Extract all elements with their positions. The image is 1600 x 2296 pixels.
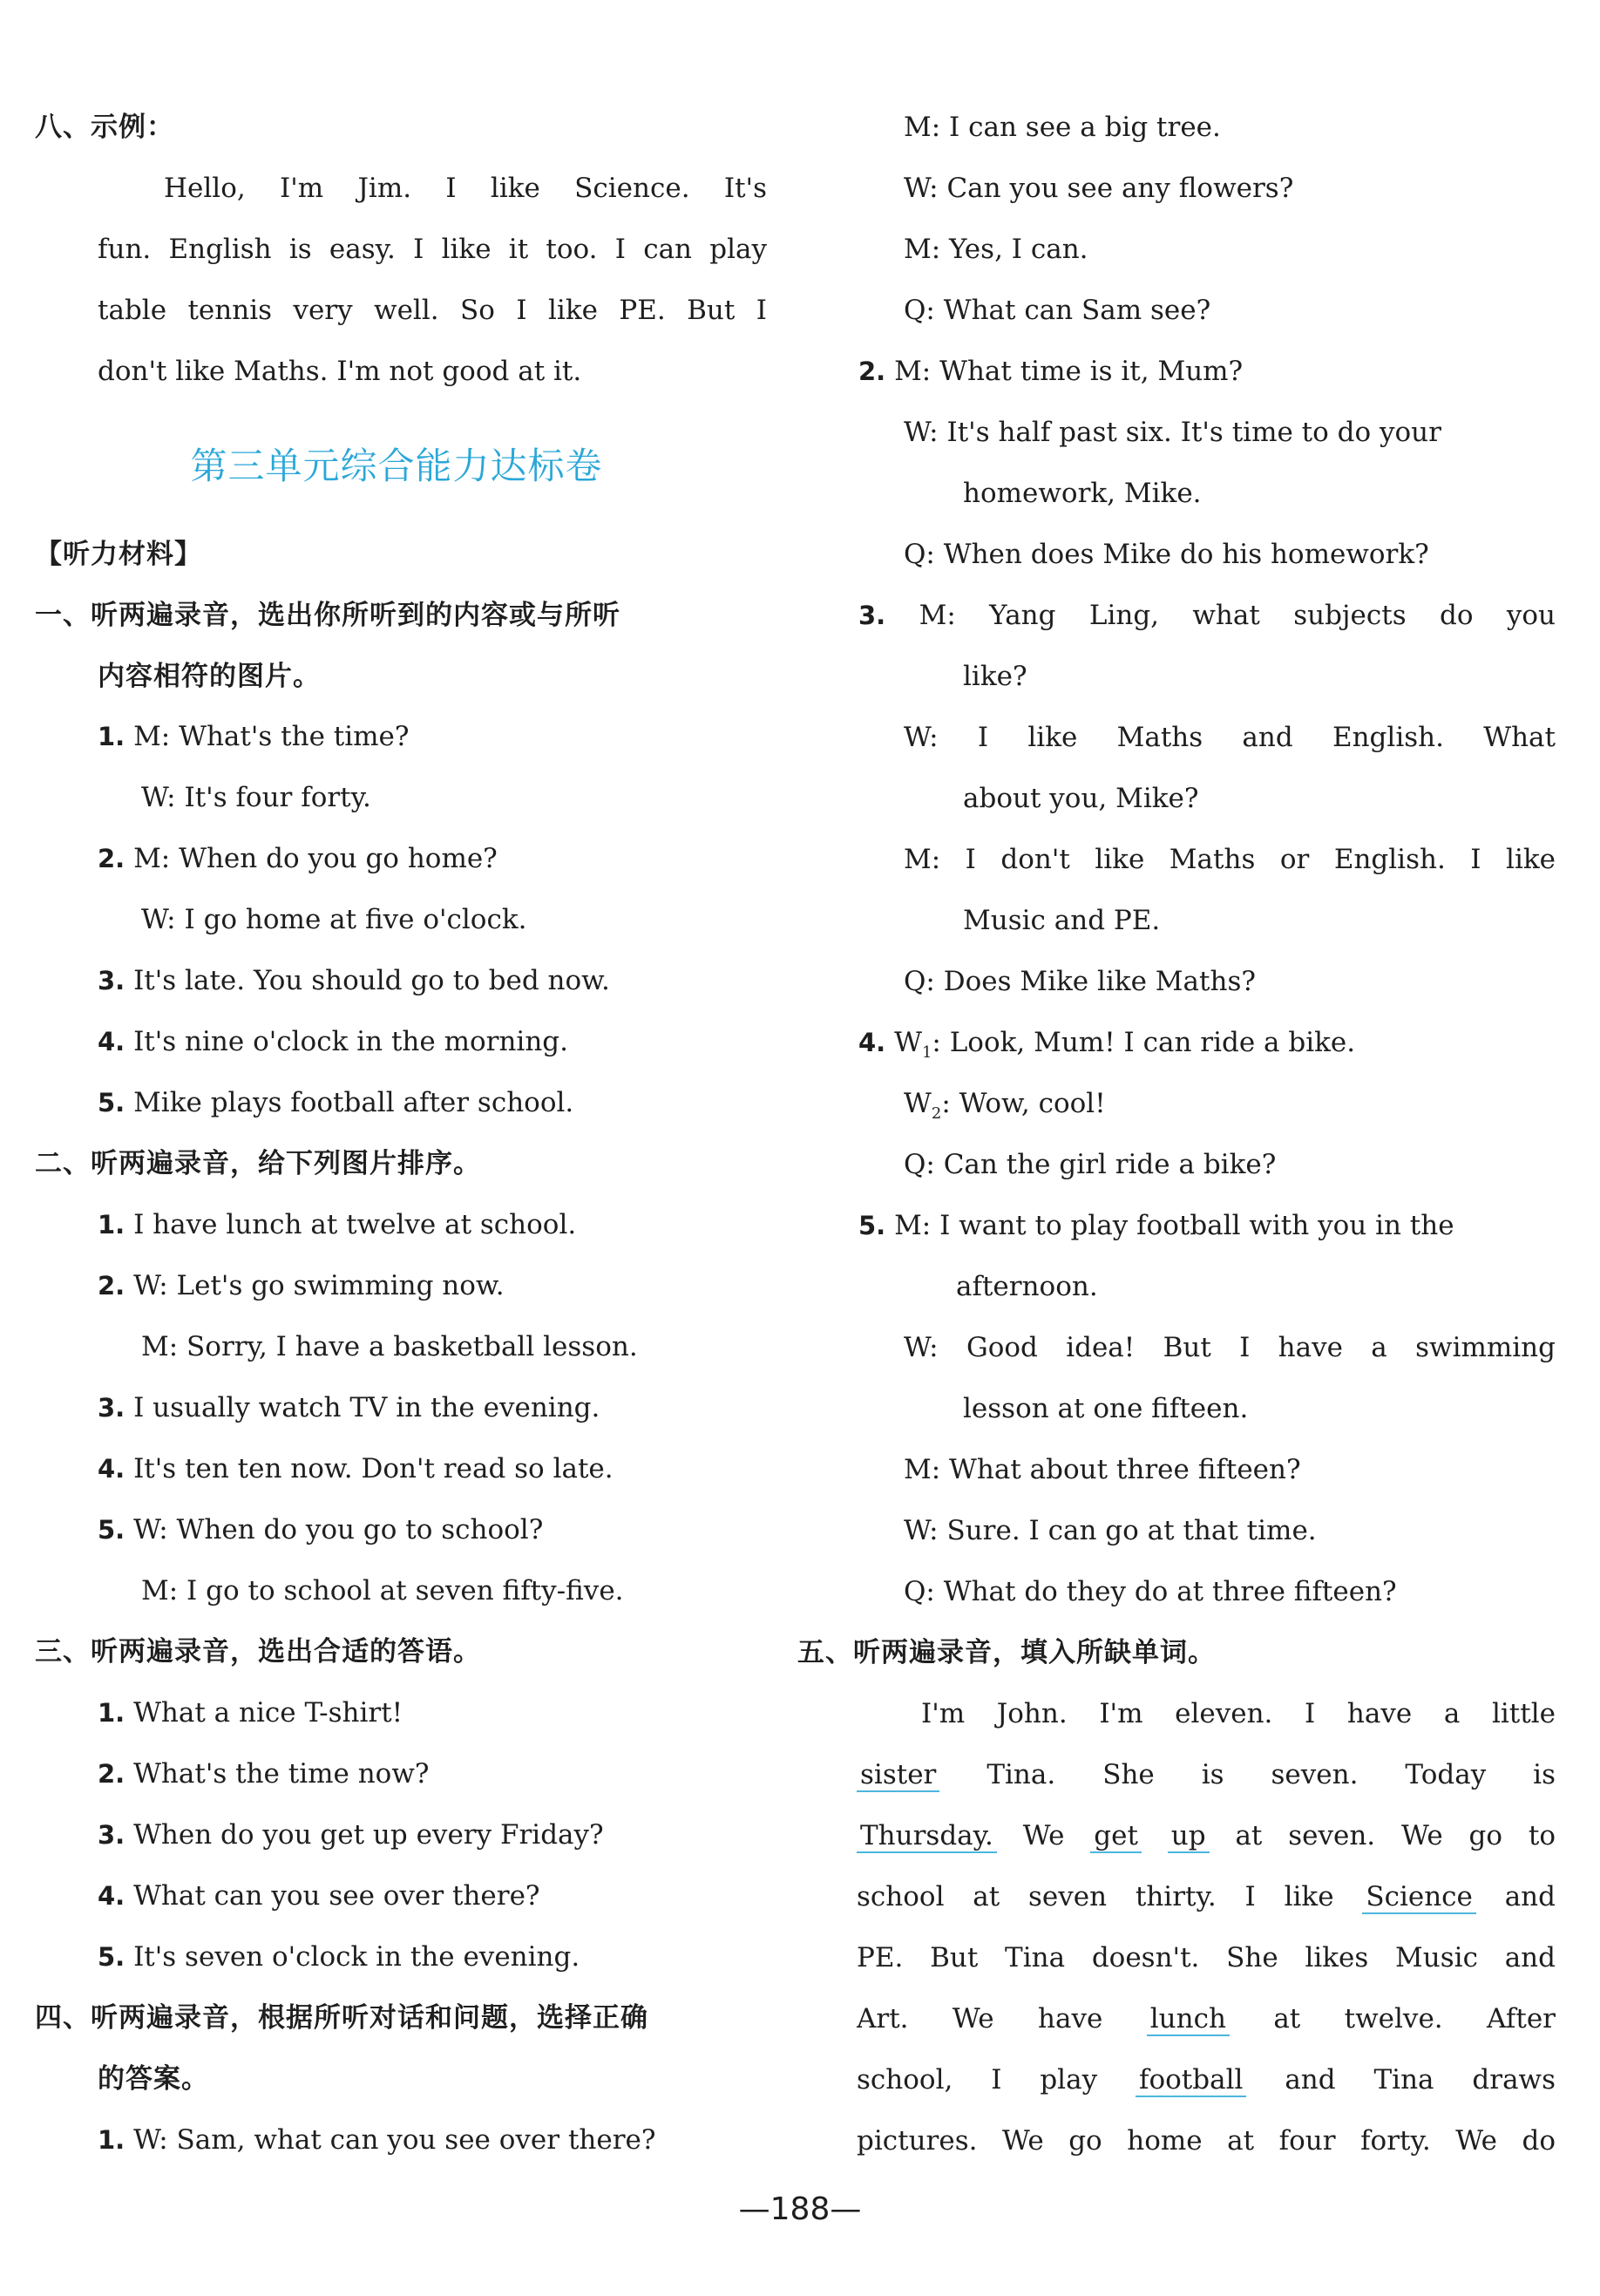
passage-line-4: school at seven thirty. I like Science and bbox=[857, 1881, 1556, 1912]
section-4-heading-line-1: 四、听两遍录音，根据所听对话和问题，选择正确 bbox=[35, 2002, 648, 2034]
unit-title: 第三单元综合能力达标卷 bbox=[190, 445, 603, 487]
passage-line-6: Art. We have lunch at twelve. After bbox=[857, 2003, 1556, 2034]
s1-item-2-b: W: I go home at five o'clock. bbox=[141, 904, 527, 935]
s2-item-1: 1. I have lunch at twelve at school. bbox=[98, 1209, 577, 1240]
s1-item-4: 4. It's nine o'clock in the morning. bbox=[98, 1026, 568, 1057]
s4-item-4-b: $W_2$: Wow, cool! bbox=[904, 1088, 1106, 1124]
s4-item-2-a: 2. M: What time is it, Mum? bbox=[858, 356, 1244, 387]
blank-football: football bbox=[1136, 2064, 1246, 2097]
sample-line-4: don't like Maths. I'm not good at it. bbox=[98, 356, 582, 387]
passage-line-2: sister Tina. She is seven. Today is bbox=[857, 1755, 1556, 1795]
s1-item-5: 5. Mike plays football after school. bbox=[98, 1087, 574, 1118]
s1-item-1-a: 1. M: What's the time? bbox=[98, 721, 410, 752]
section-8-heading: 八、示例： bbox=[35, 112, 174, 143]
s4-item-2-b: W: It's half past six. It's time to do your bbox=[904, 417, 1441, 448]
s4-item-3-c: W: I like Maths and English. What bbox=[904, 722, 1556, 753]
passage-line-1: I'm John. I'm eleven. I have a little bbox=[921, 1698, 1556, 1729]
s4-item-5-b: afternoon. bbox=[956, 1271, 1098, 1302]
s4-item-5-d: lesson at one fifteen. bbox=[963, 1393, 1249, 1424]
s4-item-1-e: Q: What can Sam see? bbox=[904, 295, 1211, 326]
s4-item-3-a: 3. M: Yang Ling, what subjects do you bbox=[858, 600, 1556, 631]
passage-line-3: Thursday. We get up at seven. We go to bbox=[857, 1816, 1556, 1856]
s4-item-5-a: 5. M: I want to play football with you in the bbox=[858, 1210, 1454, 1241]
s4-item-2-c: homework, Mike. bbox=[963, 478, 1202, 509]
s2-item-3: 3. I usually watch TV in the evening. bbox=[98, 1392, 600, 1423]
s2-item-2-b: M: Sorry, I have a basketball lesson. bbox=[141, 1331, 638, 1362]
page-number: —188— bbox=[738, 2191, 862, 2227]
s4-item-5-c: W: Good idea! But I have a swimming bbox=[904, 1332, 1556, 1363]
listening-material-heading: 【听力材料】 bbox=[35, 539, 202, 570]
s2-item-5-a: 5. W: When do you go to school? bbox=[98, 1514, 544, 1545]
s4-item-4-a: 4. $W_1$: Look, Mum! I can ride a bike. bbox=[858, 1027, 1356, 1063]
blank-lunch: lunch bbox=[1147, 2003, 1230, 2036]
s4-item-3-f: Music and PE. bbox=[963, 905, 1161, 936]
s4-item-3-g: Q: Does Mike like Maths? bbox=[904, 966, 1256, 997]
s4-item-1-a: 1. W: Sam, what can you see over there? bbox=[98, 2124, 656, 2156]
s3-item-1: 1. What a nice T-shirt! bbox=[98, 1697, 403, 1729]
blank-get: get bbox=[1090, 1820, 1142, 1853]
s2-item-5-b: M: I go to school at seven fifty-five. bbox=[141, 1575, 624, 1607]
s3-item-4: 4. What can you see over there? bbox=[98, 1880, 540, 1912]
s4-item-1-c: W: Can you see any flowers? bbox=[904, 173, 1294, 204]
blank-up: up bbox=[1168, 1820, 1210, 1853]
sample-line-3: table tennis very well. So I like PE. But I bbox=[98, 295, 767, 326]
s4-item-5-g: Q: What do they do at three fifteen? bbox=[904, 1576, 1397, 1607]
s3-item-5: 5. It's seven o'clock in the evening. bbox=[98, 1941, 580, 1973]
s3-item-3: 3. When do you get up every Friday? bbox=[98, 1819, 604, 1851]
s1-item-3: 3. It's late. You should go to bed now. bbox=[98, 965, 610, 996]
s3-item-2: 2. What's the time now? bbox=[98, 1758, 430, 1790]
s4-item-4-c: Q: Can the girl ride a bike? bbox=[904, 1149, 1277, 1180]
section-4-heading-line-2: 的答案。 bbox=[98, 2063, 209, 2095]
s2-item-4: 4. It's ten ten now. Don't read so late. bbox=[98, 1453, 614, 1484]
s1-item-1-b: W: It's four forty. bbox=[141, 782, 371, 813]
s4-item-3-d: about you, Mike? bbox=[963, 783, 1199, 814]
passage-line-5: PE. But Tina doesn't. She likes Music and bbox=[857, 1942, 1556, 1973]
sample-line-1 bbox=[164, 168, 767, 208]
section-2-heading: 二、听两遍录音，给下列图片排序。 bbox=[35, 1148, 481, 1179]
passage-line-7: school, I play football and Tina draws bbox=[857, 2064, 1556, 2096]
passage-line-8: pictures. We go home at four forty. We do bbox=[857, 2125, 1556, 2157]
section-5-heading: 五、听两遍录音，填入所缺单词。 bbox=[797, 1637, 1216, 1668]
section-3-heading: 三、听两遍录音，选出合适的答语。 bbox=[35, 1636, 481, 1668]
blank-science: Science bbox=[1362, 1881, 1476, 1914]
s1-item-2-a: 2. M: When do you go home? bbox=[98, 843, 498, 874]
s2-item-2-a: 2. W: Let's go swimming now. bbox=[98, 1270, 505, 1301]
sample-line-2: fun. English is easy. I like it too. I can play bbox=[98, 234, 767, 265]
s4-item-1-b: M: I can see a big tree. bbox=[904, 112, 1221, 143]
section-1-heading-line-1: 一、听两遍录音，选出你所听到的内容或与所听 bbox=[35, 600, 620, 631]
s4-item-5-e: M: What about three fifteen? bbox=[904, 1454, 1301, 1485]
s4-item-3-e: M: I don't like Maths or English. I like bbox=[904, 844, 1556, 875]
s4-item-3-b: like? bbox=[963, 661, 1027, 692]
section-1-heading-line-2: 内容相符的图片。 bbox=[98, 661, 321, 692]
s4-item-2-d: Q: When does Mike do his homework? bbox=[904, 539, 1429, 570]
blank-sister: sister bbox=[857, 1759, 939, 1792]
sample-line-1-underlined: Hello, I'm Jim. I like Science. It's bbox=[164, 173, 767, 204]
blank-thursday: Thursday. bbox=[857, 1820, 997, 1853]
s4-item-1-d: M: Yes, I can. bbox=[904, 234, 1088, 265]
s4-item-5-f: W: Sure. I can go at that time. bbox=[904, 1515, 1317, 1546]
